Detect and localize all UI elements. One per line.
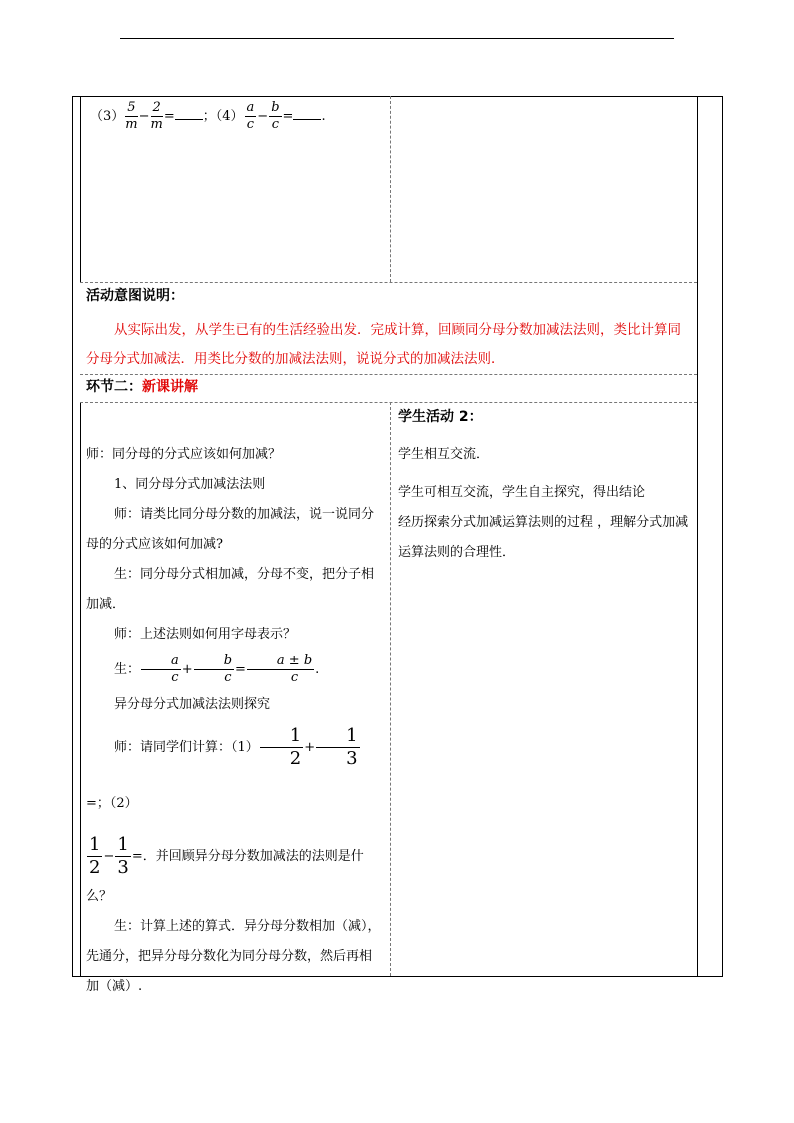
paragraph: 1、同分母分式加减法法则 <box>114 477 266 492</box>
intent-body: 从实际出发，从学生已有的生活经验出发．完成计算，回顾同分母分数加减法法则，类比计算同分母分式加减法．用类比分数的加减法法则，说说分式的加减法法则． <box>86 322 681 367</box>
intent-heading: 活动意图说明： <box>86 288 184 304</box>
fraction: $\frac{a \pm b}{c}$ <box>247 653 314 686</box>
section-label: 环节二： <box>86 379 142 395</box>
paragraph: 么？ <box>86 889 113 904</box>
exercise-3-4: （3） $\frac{5}{m}$ − $\frac{2}{m}$ = ；（4） $\frac{a}{c}$ − $\frac{b}{c}$ = . <box>90 100 326 132</box>
left-inner-border-top <box>80 96 81 282</box>
formula-line: 生： $\frac{a}{c}$ + $\frac{b}{c}$ = $\frac{a \pm b}{c}$ . <box>114 653 320 685</box>
row-divider-2 <box>80 374 697 375</box>
paragraph: 师：同分母的分式应该如何加减？ <box>86 447 282 462</box>
formula-line: $\frac{1}{2}$ − $\frac{1}{3}$ =．并回顾异分母分数加减法的法则是什 <box>89 834 364 878</box>
fraction: $\frac{b}{c}$ <box>194 653 234 686</box>
fraction: $\frac{1}{2}$ <box>260 725 303 770</box>
section-heading <box>86 377 198 397</box>
paragraph: 学生相互交流． <box>398 447 490 462</box>
answer-blank <box>293 107 321 120</box>
column-divider-bottom <box>390 402 391 976</box>
right-inner-border <box>697 96 698 976</box>
fraction: $\frac{a}{c}$ <box>141 653 181 686</box>
fraction: $\frac{1}{3}$ <box>316 725 359 770</box>
fraction: $\frac{2}{m}$ <box>150 100 163 132</box>
paragraph: 师：请类比同分母分数的加减法，说一说同分母的分式应该如何加减? <box>86 507 375 552</box>
paragraph: 异分母分式加减法法则探究 <box>114 697 271 712</box>
fraction: $\frac{5}{m}$ <box>125 100 138 132</box>
paragraph: 生：同分母分式相加减，分母不变，把分子相加减． <box>86 567 375 612</box>
student-activity-body <box>398 440 692 568</box>
header-rule <box>120 38 674 39</box>
fraction: $\frac{b}{c}$ <box>271 100 280 132</box>
student-activity-heading: 学生活动 2： <box>398 409 483 425</box>
teacher-dialogue <box>86 440 384 1002</box>
left-inner-border-bottom <box>80 402 81 976</box>
section-title: 新课讲解 <box>142 379 198 395</box>
fraction: $\frac{1}{3}$ <box>117 834 129 878</box>
paragraph: 经历探索分式加减运算法则的过程 ，理解分式加减运算法则的合理性． <box>398 515 689 560</box>
fraction: $\frac{a}{c}$ <box>246 100 255 132</box>
paragraph: 学生可相互交流，学生自主探究，得出结论 <box>398 485 646 500</box>
paragraph: 生：计算上述的算式．异分母分数相加（减），先通分，把异分母分数化为同分母分数，然后再相加（减）. <box>86 919 381 994</box>
row-divider-1 <box>80 282 697 283</box>
paragraph: 师：上述法则如何用字母表示？ <box>114 627 297 642</box>
answer-blank <box>175 107 203 120</box>
column-divider-top <box>390 96 391 282</box>
row-divider-3 <box>80 402 697 403</box>
fraction: $\frac{1}{2}$ <box>89 834 101 878</box>
formula-line: 师：请同学们计算：（1） $\frac{1}{2}$ + $\frac{1}{3}$ =；（2） <box>86 725 358 811</box>
